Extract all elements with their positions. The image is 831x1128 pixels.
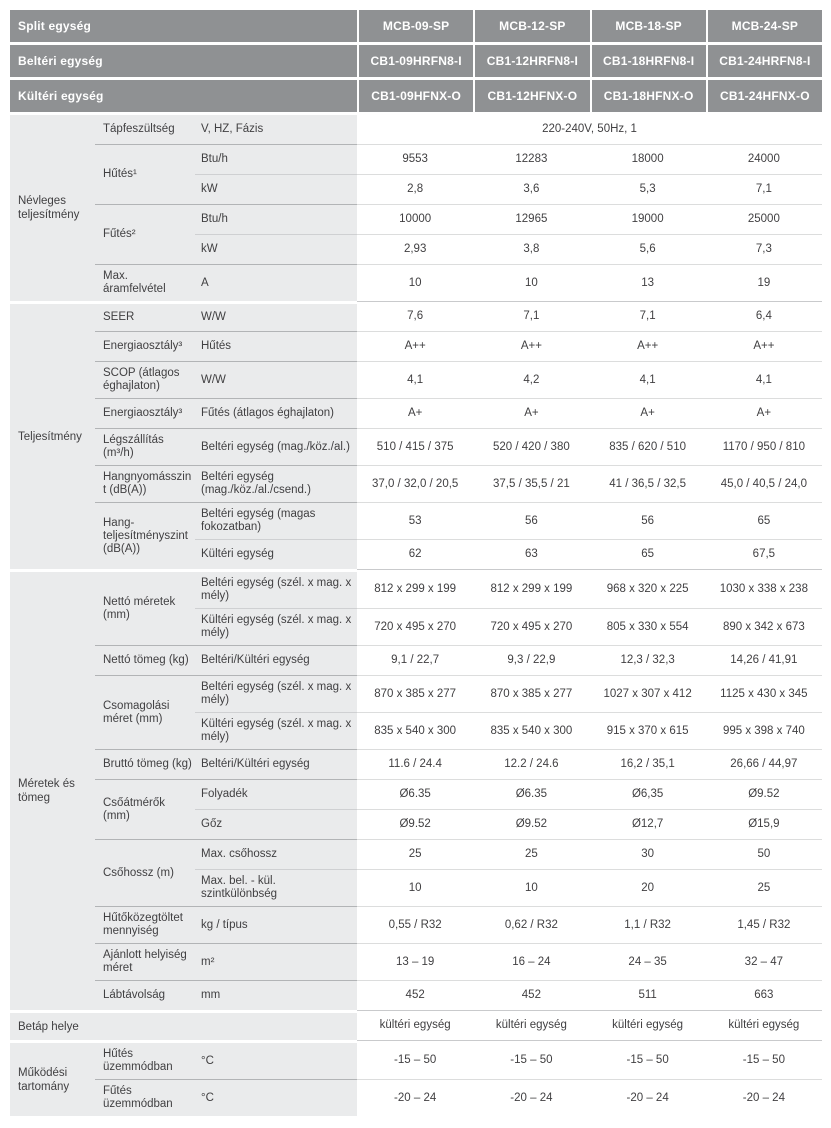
- unit-cell: V, HZ, Fázis: [195, 115, 357, 144]
- value-cell: 62: [357, 539, 473, 569]
- table-row: [10, 428, 822, 465]
- value-cell: 56: [473, 502, 589, 539]
- value-cell: A++: [706, 331, 822, 361]
- value-cell: 835 x 540 x 300: [357, 712, 473, 749]
- value-cell: 1170 / 950 / 810: [706, 428, 822, 465]
- value-cell: 19000: [590, 204, 706, 234]
- table-row: [10, 115, 822, 144]
- table-row: [10, 1079, 822, 1116]
- model-name: CB1-12HRFN8-I: [473, 45, 589, 80]
- value-cell: 511: [590, 980, 706, 1010]
- value-cell: 452: [357, 980, 473, 1010]
- value-cell: 835 / 620 / 510: [590, 428, 706, 465]
- value-cell: 12965: [473, 204, 589, 234]
- param-cell: Hűtőközegtöltet mennyiség: [95, 906, 195, 943]
- value-cell: 13 – 19: [357, 943, 473, 980]
- value-cell: 65: [706, 502, 822, 539]
- value-cell: 812 x 299 x 199: [473, 569, 589, 608]
- param-cell: Hang-teljesítményszint (dB(A)): [95, 502, 195, 569]
- value-cell: -15 – 50: [473, 1040, 589, 1079]
- value-cell: 1027 x 307 x 412: [590, 675, 706, 712]
- unit-cell: Hűtés: [195, 331, 357, 361]
- param-cell: Hűtés üzemmódban: [95, 1040, 195, 1079]
- table-row: [10, 839, 822, 869]
- unit-cell: A: [195, 264, 357, 301]
- value-cell: -20 – 24: [473, 1079, 589, 1116]
- param-cell: Tápfeszültség: [95, 115, 195, 144]
- value-cell: 9,3 / 22,9: [473, 645, 589, 675]
- param-cell: Max. áramfelvétel: [95, 264, 195, 301]
- value-cell: Ø6.35: [357, 779, 473, 809]
- table-row: [10, 144, 822, 174]
- value-cell: kültéri egység: [590, 1010, 706, 1040]
- value-cell: 4,1: [706, 361, 822, 398]
- unit-cell: kW: [195, 234, 357, 264]
- value-cell: 7,3: [706, 234, 822, 264]
- param-cell: Ajánlott helyiség méret: [95, 943, 195, 980]
- model-name: MCB-12-SP: [473, 10, 589, 45]
- value-cell: 9553: [357, 144, 473, 174]
- value-cell: -15 – 50: [357, 1040, 473, 1079]
- value-cell: 45,0 / 40,5 / 24,0: [706, 465, 822, 502]
- category-cell: Működési tartomány: [10, 1040, 95, 1116]
- value-cell: Ø6,35: [590, 779, 706, 809]
- value-cell: 2,93: [357, 234, 473, 264]
- value-cell: 0,55 / R32: [357, 906, 473, 943]
- model-name: MCB-09-SP: [357, 10, 473, 45]
- value-cell: 10: [357, 264, 473, 301]
- table-row: [10, 361, 822, 398]
- value-cell: 3,6: [473, 174, 589, 204]
- model-name: CB1-12HFNX-O: [473, 80, 589, 115]
- unit-cell: Beltéri egység (magas fokozatban): [195, 502, 357, 539]
- param-cell: SCOP (átlagos éghajlaton): [95, 361, 195, 398]
- value-cell: 4,1: [590, 361, 706, 398]
- value-cell: 4,1: [357, 361, 473, 398]
- value-cell: 835 x 540 x 300: [473, 712, 589, 749]
- value-cell: 12283: [473, 144, 589, 174]
- spec-table-header: [10, 10, 822, 115]
- table-row: [10, 906, 822, 943]
- value-cell: 50: [706, 839, 822, 869]
- value-cell: 452: [473, 980, 589, 1010]
- unit-cell: Beltéri egység (mag./köz./al.): [195, 428, 357, 465]
- unit-cell: Max. bel. - kül. szintkülönbség: [195, 869, 357, 906]
- value-cell: 12.2 / 24.6: [473, 749, 589, 779]
- value-cell: 11.6 / 24.4: [357, 749, 473, 779]
- value-cell: 7,1: [473, 301, 589, 331]
- unit-cell: Beltéri/Kültéri egység: [195, 645, 357, 675]
- value-cell: Ø9.52: [706, 779, 822, 809]
- value-cell: -15 – 50: [706, 1040, 822, 1079]
- param-cell: Energiaosztály³: [95, 398, 195, 428]
- value-cell: 720 x 495 x 270: [357, 608, 473, 645]
- table-row: [10, 749, 822, 779]
- value-cell: 10: [473, 869, 589, 906]
- param-cell: Fűtés²: [95, 204, 195, 264]
- value-cell: 26,66 / 44,97: [706, 749, 822, 779]
- value-cell: kültéri egység: [706, 1010, 822, 1040]
- value-cell: 16,2 / 35,1: [590, 749, 706, 779]
- value-cell: 510 / 415 / 375: [357, 428, 473, 465]
- param-cell: Csomagolási méret (mm): [95, 675, 195, 749]
- value-cell: 5,3: [590, 174, 706, 204]
- value-cell: A+: [357, 398, 473, 428]
- value-cell: 67,5: [706, 539, 822, 569]
- table-row: [10, 943, 822, 980]
- header-row: [10, 10, 822, 45]
- unit-cell: Kültéri egység: [195, 539, 357, 569]
- value-cell: 30: [590, 839, 706, 869]
- spec-table: [10, 10, 822, 1116]
- header-label: Beltéri egység: [10, 45, 357, 80]
- param-cell: Légszállítás (m³/h): [95, 428, 195, 465]
- category-cell: Teljesítmény: [10, 301, 95, 569]
- unit-cell: kW: [195, 174, 357, 204]
- value-cell: -20 – 24: [590, 1079, 706, 1116]
- value-cell: 24 – 35: [590, 943, 706, 980]
- value-cell: A+: [706, 398, 822, 428]
- value-cell: 13: [590, 264, 706, 301]
- unit-cell: Kültéri egység (szél. x mag. x mély): [195, 608, 357, 645]
- value-cell: 10: [473, 264, 589, 301]
- value-cell: A+: [590, 398, 706, 428]
- value-cell: 16 – 24: [473, 943, 589, 980]
- value-cell: 870 x 385 x 277: [473, 675, 589, 712]
- unit-cell: Beltéri/Kültéri egység: [195, 749, 357, 779]
- value-cell: Ø9.52: [357, 809, 473, 839]
- value-cell: A++: [357, 331, 473, 361]
- value-cell: 6,4: [706, 301, 822, 331]
- value-cell: 53: [357, 502, 473, 539]
- model-name: MCB-24-SP: [706, 10, 822, 45]
- model-name: CB1-24HRFN8-I: [706, 45, 822, 80]
- unit-cell: m²: [195, 943, 357, 980]
- value-cell: 19: [706, 264, 822, 301]
- value-cell: 41 / 36,5 / 32,5: [590, 465, 706, 502]
- model-name: CB1-09HFNX-O: [357, 80, 473, 115]
- value-cell: 56: [590, 502, 706, 539]
- value-cell: 12,3 / 32,3: [590, 645, 706, 675]
- value-cell: 37,5 / 35,5 / 21: [473, 465, 589, 502]
- model-name: CB1-24HFNX-O: [706, 80, 822, 115]
- param-cell: Bruttó tömeg (kg): [95, 749, 195, 779]
- value-cell: 7,1: [706, 174, 822, 204]
- value-cell: Ø9.52: [473, 809, 589, 839]
- header-row: [10, 45, 822, 80]
- table-row: [10, 1010, 822, 1040]
- value-cell: 10000: [357, 204, 473, 234]
- unit-cell: mm: [195, 980, 357, 1010]
- value-cell: 7,1: [590, 301, 706, 331]
- table-row: [10, 675, 822, 712]
- table-row: [10, 569, 822, 608]
- table-row: [10, 1040, 822, 1079]
- header-row: [10, 80, 822, 115]
- spec-table-body: [10, 115, 822, 1116]
- value-cell: 870 x 385 x 277: [357, 675, 473, 712]
- value-cell: 18000: [590, 144, 706, 174]
- param-cell: Hangnyomásszint (dB(A)): [95, 465, 195, 502]
- value-cell: 1,45 / R32: [706, 906, 822, 943]
- table-row: [10, 398, 822, 428]
- table-row: [10, 264, 822, 301]
- unit-cell: °C: [195, 1079, 357, 1116]
- unit-cell: Btu/h: [195, 144, 357, 174]
- value-cell: 1125 x 430 x 345: [706, 675, 822, 712]
- unit-cell: Kültéri egység (szél. x mag. x mély): [195, 712, 357, 749]
- param-cell: Nettó tömeg (kg): [95, 645, 195, 675]
- category-cell: Névleges teljesítmény: [10, 115, 95, 301]
- param-cell: Csőátmérők (mm): [95, 779, 195, 839]
- value-cell: 32 – 47: [706, 943, 822, 980]
- value-cell: Ø6.35: [473, 779, 589, 809]
- unit-cell: W/W: [195, 361, 357, 398]
- model-name: MCB-18-SP: [590, 10, 706, 45]
- model-name: CB1-18HRFN8-I: [590, 45, 706, 80]
- value-cell: 3,8: [473, 234, 589, 264]
- value-cell: 25: [473, 839, 589, 869]
- value-cell: 1030 x 338 x 238: [706, 569, 822, 608]
- unit-cell: kg / típus: [195, 906, 357, 943]
- value-cell: A+: [473, 398, 589, 428]
- unit-cell: Beltéri egység (szél. x mag. x mély): [195, 675, 357, 712]
- value-cell: A++: [473, 331, 589, 361]
- value-cell: 63: [473, 539, 589, 569]
- value-cell: 968 x 320 x 225: [590, 569, 706, 608]
- param-cell: Fűtés üzemmódban: [95, 1079, 195, 1116]
- value-cell: 20: [590, 869, 706, 906]
- value-cell: A++: [590, 331, 706, 361]
- category-cell: Méretek és tömeg: [10, 569, 95, 1010]
- table-row: [10, 502, 822, 539]
- value-cell: 25: [357, 839, 473, 869]
- value-cell: Ø15,9: [706, 809, 822, 839]
- model-name: CB1-18HFNX-O: [590, 80, 706, 115]
- param-cell: Energiaosztály³: [95, 331, 195, 361]
- value-cell: -15 – 50: [590, 1040, 706, 1079]
- value-cell: Ø12,7: [590, 809, 706, 839]
- value-cell: 805 x 330 x 554: [590, 608, 706, 645]
- value-cell: 812 x 299 x 199: [357, 569, 473, 608]
- category-cell: Betáp helye: [10, 1010, 357, 1040]
- value-cell: 663: [706, 980, 822, 1010]
- unit-cell: Btu/h: [195, 204, 357, 234]
- value-cell: -20 – 24: [706, 1079, 822, 1116]
- param-cell: Nettó méretek (mm): [95, 569, 195, 645]
- table-row: [10, 301, 822, 331]
- value-cell: 25: [706, 869, 822, 906]
- value-cell: 5,6: [590, 234, 706, 264]
- value-cell: 14,26 / 41,91: [706, 645, 822, 675]
- header-label: Split egység: [10, 10, 357, 45]
- param-cell: Csőhossz (m): [95, 839, 195, 906]
- unit-cell: Fűtés (átlagos éghajlaton): [195, 398, 357, 428]
- value-cell: kültéri egység: [473, 1010, 589, 1040]
- value-cell: 520 / 420 / 380: [473, 428, 589, 465]
- header-label: Kültéri egység: [10, 80, 357, 115]
- value-cell: 915 x 370 x 615: [590, 712, 706, 749]
- param-cell: Lábtávolság: [95, 980, 195, 1010]
- unit-cell: Gőz: [195, 809, 357, 839]
- unit-cell: Folyadék: [195, 779, 357, 809]
- model-name: CB1-09HRFN8-I: [357, 45, 473, 80]
- value-cell: 10: [357, 869, 473, 906]
- value-cell: 995 x 398 x 740: [706, 712, 822, 749]
- value-cell: 9,1 / 22,7: [357, 645, 473, 675]
- table-row: [10, 204, 822, 234]
- table-row: [10, 980, 822, 1010]
- unit-cell: Beltéri egység (szél. x mag. x mély): [195, 569, 357, 608]
- unit-cell: W/W: [195, 301, 357, 331]
- unit-cell: Max. csőhossz: [195, 839, 357, 869]
- value-cell: 65: [590, 539, 706, 569]
- value-cell: 890 x 342 x 673: [706, 608, 822, 645]
- unit-cell: Beltéri egység (mag./köz./al./csend.): [195, 465, 357, 502]
- value-cell: 2,8: [357, 174, 473, 204]
- value-cell: 220-240V, 50Hz, 1: [357, 115, 822, 144]
- table-row: [10, 645, 822, 675]
- unit-cell: °C: [195, 1040, 357, 1079]
- value-cell: 720 x 495 x 270: [473, 608, 589, 645]
- value-cell: 25000: [706, 204, 822, 234]
- value-cell: kültéri egység: [357, 1010, 473, 1040]
- table-row: [10, 779, 822, 809]
- param-cell: SEER: [95, 301, 195, 331]
- value-cell: 24000: [706, 144, 822, 174]
- value-cell: 7,6: [357, 301, 473, 331]
- value-cell: 37,0 / 32,0 / 20,5: [357, 465, 473, 502]
- value-cell: 4,2: [473, 361, 589, 398]
- value-cell: -20 – 24: [357, 1079, 473, 1116]
- value-cell: 1,1 / R32: [590, 906, 706, 943]
- value-cell: 0,62 / R32: [473, 906, 589, 943]
- table-row: [10, 331, 822, 361]
- param-cell: Hűtés¹: [95, 144, 195, 204]
- table-row: [10, 465, 822, 502]
